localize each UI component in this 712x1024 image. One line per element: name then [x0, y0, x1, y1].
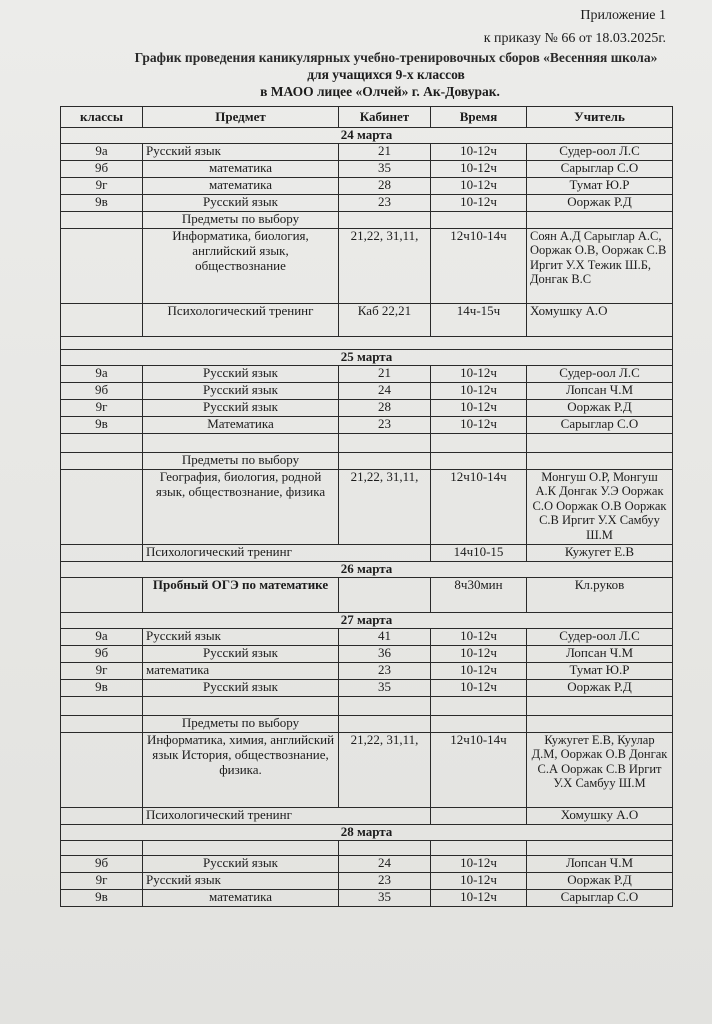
- teacher-cell: Ооржак Р.Д: [527, 195, 673, 212]
- blank-row: [61, 337, 673, 350]
- time-cell: [431, 841, 527, 856]
- room-cell: 21,22, 31,11,: [339, 229, 431, 304]
- time-cell: 10-12ч: [431, 646, 527, 663]
- subject-cell: Психологический тренинг: [143, 304, 339, 337]
- time-cell: 10-12ч: [431, 366, 527, 383]
- class-cell: [61, 545, 143, 562]
- class-cell: 9г: [61, 873, 143, 890]
- class-cell: 9а: [61, 366, 143, 383]
- time-cell: 10-12ч: [431, 856, 527, 873]
- teacher-cell: Кл.руков: [527, 578, 673, 613]
- blank-row: [61, 697, 673, 716]
- class-cell: 9а: [61, 629, 143, 646]
- table-row: [61, 629, 673, 646]
- subject-cell: Психологический тренинг: [143, 808, 431, 825]
- room-cell: 35: [339, 161, 431, 178]
- elective-label: Предметы по выбору: [143, 453, 339, 470]
- teacher-cell: Сарыглар С.О: [527, 890, 673, 907]
- room-cell: [339, 453, 431, 470]
- table-row: [61, 890, 673, 907]
- room-cell: [339, 697, 431, 716]
- day-heading-26: 26 марта: [61, 562, 673, 578]
- room-cell: Каб 22,21: [339, 304, 431, 337]
- room-cell: 24: [339, 856, 431, 873]
- document-title-line-3: в МАОО лицее «Олчей» г. Ак-Довурак.: [260, 84, 500, 99]
- teacher-cell: Лопсан Ч.М: [527, 856, 673, 873]
- teacher-cell: Ооржак Р.Д: [527, 680, 673, 697]
- time-cell: 14ч-15ч: [431, 304, 527, 337]
- class-cell: 9г: [61, 400, 143, 417]
- time-cell: 10-12ч: [431, 383, 527, 400]
- subject-cell: Русский язык: [143, 400, 339, 417]
- class-cell: [61, 808, 143, 825]
- table-row: [61, 212, 673, 229]
- time-cell: 10-12ч: [431, 663, 527, 680]
- teacher-cell: Лопсан Ч.М: [527, 646, 673, 663]
- room-cell: 21,22, 31,11,: [339, 470, 431, 545]
- table-row: [61, 808, 673, 825]
- teacher-cell: Сарыглар С.О: [527, 161, 673, 178]
- room-cell: 35: [339, 680, 431, 697]
- class-cell: [61, 212, 143, 229]
- room-cell: 36: [339, 646, 431, 663]
- table-row: [61, 873, 673, 890]
- teacher-cell: [527, 716, 673, 733]
- subject-cell: Русский язык: [143, 144, 339, 161]
- table-row: [61, 733, 673, 808]
- time-cell: 10-12ч: [431, 178, 527, 195]
- day-heading-28: 28 марта: [61, 825, 673, 841]
- room-cell: 21: [339, 366, 431, 383]
- schedule-table: [60, 106, 673, 907]
- time-cell: [431, 453, 527, 470]
- table-row: [61, 400, 673, 417]
- teacher-cell: Монгуш О.Р, Монгуш А.К Донгак У.Э Ооржак С.О Ооржак О.В Ооржак С.В Иргит У.Х Самбуу Ш.М: [527, 470, 673, 545]
- table-row: [61, 417, 673, 434]
- teacher-cell: [527, 212, 673, 229]
- time-cell: 12ч10-14ч: [431, 229, 527, 304]
- time-cell: 10-12ч: [431, 195, 527, 212]
- time-cell: 10-12ч: [431, 161, 527, 178]
- table-row: [61, 144, 673, 161]
- teacher-cell: Кужугет Е.В: [527, 545, 673, 562]
- time-cell: 10-12ч: [431, 144, 527, 161]
- class-cell: 9б: [61, 646, 143, 663]
- class-cell: 9б: [61, 856, 143, 873]
- time-cell: 10-12ч: [431, 400, 527, 417]
- blank-cell: [61, 337, 673, 350]
- class-cell: [61, 470, 143, 545]
- table-row: [61, 646, 673, 663]
- table-row: [61, 578, 673, 613]
- room-cell: 41: [339, 629, 431, 646]
- subject-cell: [143, 434, 339, 453]
- col-header-room: Кабинет: [339, 107, 431, 128]
- room-cell: 35: [339, 890, 431, 907]
- room-cell: 21,22, 31,11,: [339, 733, 431, 808]
- time-cell: 10-12ч: [431, 873, 527, 890]
- class-cell: [61, 716, 143, 733]
- day-heading-24: 24 марта: [61, 128, 673, 144]
- table-row: [61, 161, 673, 178]
- subject-cell: математика: [143, 178, 339, 195]
- class-cell: 9в: [61, 195, 143, 212]
- class-cell: [61, 229, 143, 304]
- class-cell: 9в: [61, 680, 143, 697]
- class-cell: 9а: [61, 144, 143, 161]
- teacher-cell: Судер-оол Л.С: [527, 144, 673, 161]
- table-row: [61, 663, 673, 680]
- room-cell: 24: [339, 383, 431, 400]
- room-cell: 23: [339, 873, 431, 890]
- teacher-cell: Сарыглар С.О: [527, 417, 673, 434]
- subject-cell: математика: [143, 161, 339, 178]
- teacher-cell: [527, 434, 673, 453]
- subject-cell: Русский язык: [143, 629, 339, 646]
- room-cell: 23: [339, 195, 431, 212]
- room-cell: 23: [339, 417, 431, 434]
- teacher-cell: Тумат Ю.Р: [527, 663, 673, 680]
- day-heading-27: 27 марта: [61, 613, 673, 629]
- room-cell: [339, 578, 431, 613]
- document-title-line-2: для учащихся 9-х классов: [307, 67, 465, 82]
- table-row: [61, 383, 673, 400]
- teacher-cell: Ооржак Р.Д: [527, 400, 673, 417]
- subject-cell: математика: [143, 663, 339, 680]
- table-row: [61, 229, 673, 304]
- subject-cell: Информатика, биология, английский язык, обществознание: [143, 229, 339, 304]
- class-cell: [61, 841, 143, 856]
- table-row: [61, 856, 673, 873]
- blank-row: [61, 841, 673, 856]
- document-title-line-1: График проведения каникулярных учебно-тренировочных сборов «Весенняя школа»: [134, 50, 658, 65]
- order-reference: к приказу № 66 от 18.03.2025г.: [483, 31, 666, 46]
- teacher-cell: Тумат Ю.Р: [527, 178, 673, 195]
- time-cell: 12ч10-14ч: [431, 470, 527, 545]
- room-cell: [339, 212, 431, 229]
- col-header-time: Время: [431, 107, 527, 128]
- col-header-class: классы: [61, 107, 143, 128]
- subject-cell: Русский язык: [143, 195, 339, 212]
- table-header-row: [61, 107, 673, 128]
- col-header-teacher: Учитель: [527, 107, 673, 128]
- time-cell: 14ч10-15: [431, 545, 527, 562]
- class-cell: [61, 578, 143, 613]
- table-row: [61, 716, 673, 733]
- teacher-cell: Судер-оол Л.С: [527, 366, 673, 383]
- teacher-cell: Ооржак Р.Д: [527, 873, 673, 890]
- room-cell: 21: [339, 144, 431, 161]
- table-row: [61, 470, 673, 545]
- class-cell: [61, 733, 143, 808]
- elective-label: Предметы по выбору: [143, 212, 339, 229]
- subject-cell: Психологический тренинг: [143, 545, 431, 562]
- subject-cell: Русский язык: [143, 366, 339, 383]
- teacher-cell: [527, 841, 673, 856]
- elective-label: Предметы по выбору: [143, 716, 339, 733]
- time-cell: [431, 697, 527, 716]
- subject-cell: Русский язык: [143, 680, 339, 697]
- class-cell: 9г: [61, 663, 143, 680]
- time-cell: 10-12ч: [431, 890, 527, 907]
- time-cell: 10-12ч: [431, 417, 527, 434]
- class-cell: [61, 434, 143, 453]
- table-row: [61, 453, 673, 470]
- table-row: [61, 304, 673, 337]
- table-row: [61, 545, 673, 562]
- subject-cell: Русский язык: [143, 383, 339, 400]
- time-cell: [431, 808, 527, 825]
- class-cell: 9г: [61, 178, 143, 195]
- time-cell: 10-12ч: [431, 680, 527, 697]
- time-cell: 8ч30мин: [431, 578, 527, 613]
- class-cell: 9в: [61, 890, 143, 907]
- room-cell: 28: [339, 178, 431, 195]
- table-row: [61, 178, 673, 195]
- table-row: [61, 195, 673, 212]
- room-cell: [339, 841, 431, 856]
- subject-cell: Информатика, химия, английский язык История, обществознание, физика.: [143, 733, 339, 808]
- appendix-label: Приложение 1: [580, 8, 666, 23]
- subject-cell: Русский язык: [143, 856, 339, 873]
- room-cell: [339, 434, 431, 453]
- room-cell: [339, 716, 431, 733]
- class-cell: 9в: [61, 417, 143, 434]
- subject-cell: Русский язык: [143, 646, 339, 663]
- teacher-cell: Хомушку А.О: [527, 304, 673, 337]
- class-cell: [61, 453, 143, 470]
- class-cell: [61, 697, 143, 716]
- teacher-cell: Соян А.Д Сарыглар А.С, Ооржак О.В, Ооржак С.В Иргит У.Х Тежик Ш.Б, Донгак В.С: [527, 229, 673, 304]
- blank-row: [61, 434, 673, 453]
- subject-cell: Русский язык: [143, 873, 339, 890]
- class-cell: 9б: [61, 383, 143, 400]
- subject-cell: Математика: [143, 417, 339, 434]
- time-cell: 10-12ч: [431, 629, 527, 646]
- teacher-cell: Кужугет Е.В, Куулар Д.М, Ооржак О.В Донгак С.А Ооржак С.В Иргит У.Х Самбуу Ш.М: [527, 733, 673, 808]
- subject-cell: Пробный ОГЭ по математике: [143, 578, 339, 613]
- time-cell: [431, 212, 527, 229]
- table-row: [61, 680, 673, 697]
- time-cell: [431, 716, 527, 733]
- class-cell: [61, 304, 143, 337]
- teacher-cell: Хомушку А.О: [527, 808, 673, 825]
- subject-cell: математика: [143, 890, 339, 907]
- col-header-subject: Предмет: [143, 107, 339, 128]
- teacher-cell: Судер-оол Л.С: [527, 629, 673, 646]
- day-heading-25: 25 марта: [61, 350, 673, 366]
- room-cell: 28: [339, 400, 431, 417]
- subject-cell: География, биология, родной язык, обществознание, физика: [143, 470, 339, 545]
- time-cell: [431, 434, 527, 453]
- room-cell: 23: [339, 663, 431, 680]
- teacher-cell: [527, 697, 673, 716]
- subject-cell: [143, 841, 339, 856]
- subject-cell: [143, 697, 339, 716]
- class-cell: 9б: [61, 161, 143, 178]
- teacher-cell: [527, 453, 673, 470]
- time-cell: 12ч10-14ч: [431, 733, 527, 808]
- teacher-cell: Лопсан Ч.М: [527, 383, 673, 400]
- table-row: [61, 366, 673, 383]
